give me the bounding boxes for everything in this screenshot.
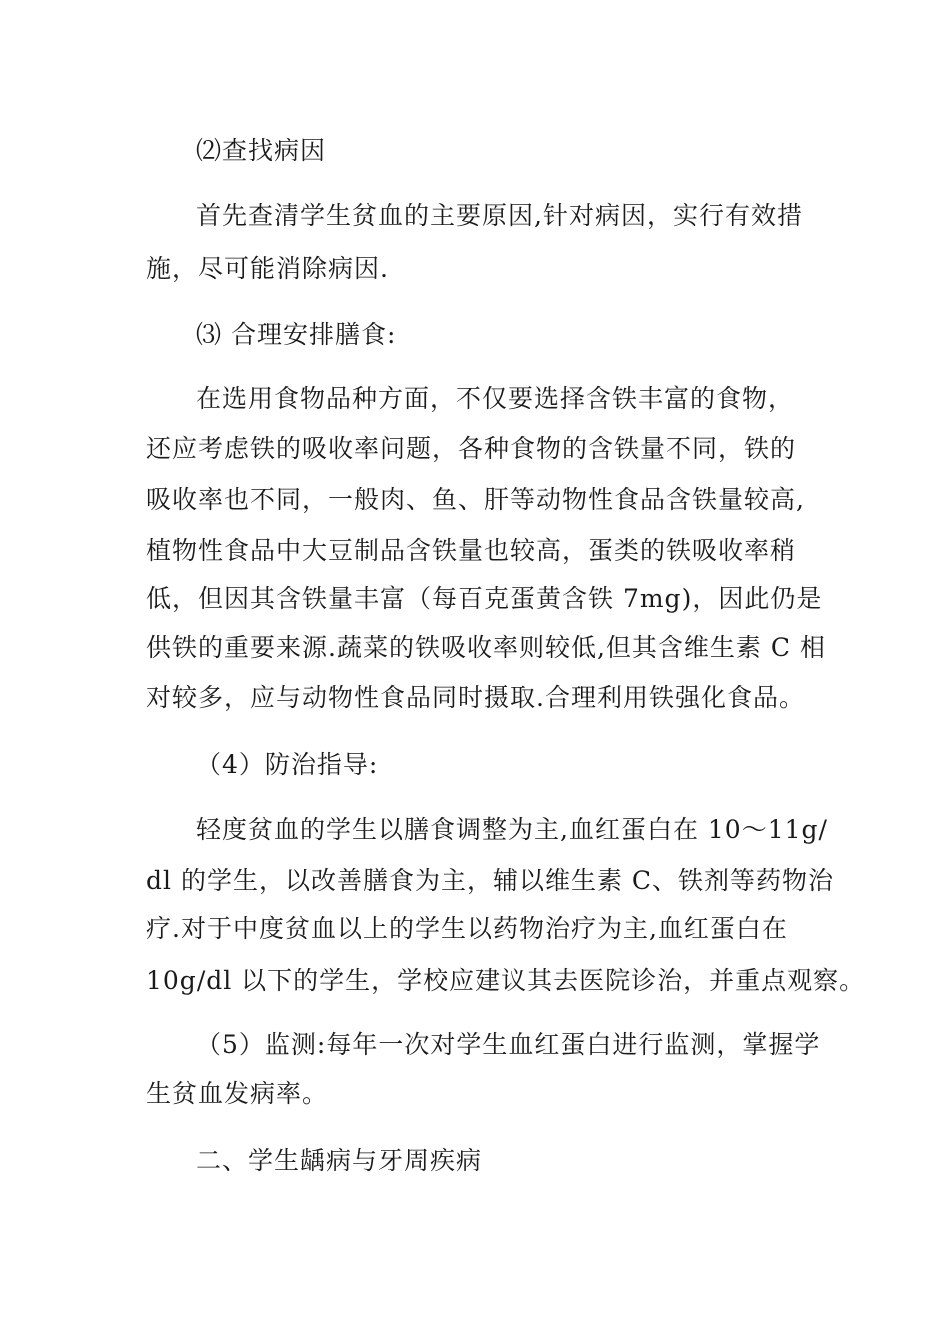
- paragraph-line: 低，但因其含铁量丰富（每百克蛋黄含铁 7mg)，因此仍是: [146, 584, 823, 613]
- paragraph-line-monitoring: （5）监测:每年一次对学生血红蛋白进行监测，掌握学: [196, 1030, 821, 1059]
- paragraph-line: dl 的学生，以改善膳食为主，辅以维生素 C、铁剂等药物治: [146, 866, 835, 895]
- section-heading-dental: 二、学生龋病与牙周疾病: [196, 1146, 483, 1175]
- paragraph-line: 10g/dl 以下的学生，学校应建议其去医院诊治，并重点观察。: [146, 966, 866, 995]
- paragraph-line: 轻度贫血的学生以膳食调整为主,血红蛋白在 10～11g/: [196, 815, 828, 844]
- subheading-diet: ⑶ 合理安排膳食:: [196, 320, 397, 349]
- paragraph-line: 首先查清学生贫血的主要原因,针对病因，实行有效措: [196, 201, 803, 230]
- paragraph-line: 施，尽可能消除病因.: [146, 254, 389, 283]
- paragraph-line: 对较多，应与动物性食品同时摄取.合理利用铁强化食品。: [146, 683, 805, 712]
- paragraph-line: 疗.对于中度贫血以上的学生以药物治疗为主,血红蛋白在: [146, 914, 788, 943]
- subheading-guidance: （4）防治指导:: [196, 750, 379, 779]
- paragraph-line: 在选用食物品种方面，不仅要选择含铁丰富的食物，: [196, 384, 795, 413]
- paragraph-line: 供铁的重要来源.蔬菜的铁吸收率则较低,但其含维生素 C 相: [146, 633, 826, 662]
- paragraph-line: 植物性食品中大豆制品含铁量也较高，蛋类的铁吸收率稍: [146, 536, 797, 565]
- paragraph-line: 吸收率也不同，一般肉、鱼、肝等动物性食品含铁量较高,: [146, 485, 805, 514]
- paragraph-line: 生贫血发病率。: [146, 1079, 329, 1108]
- paragraph-line: 还应考虑铁的吸收率问题，各种食物的含铁量不同，铁的: [146, 434, 797, 463]
- subheading-find-cause: ⑵查找病因: [196, 136, 327, 165]
